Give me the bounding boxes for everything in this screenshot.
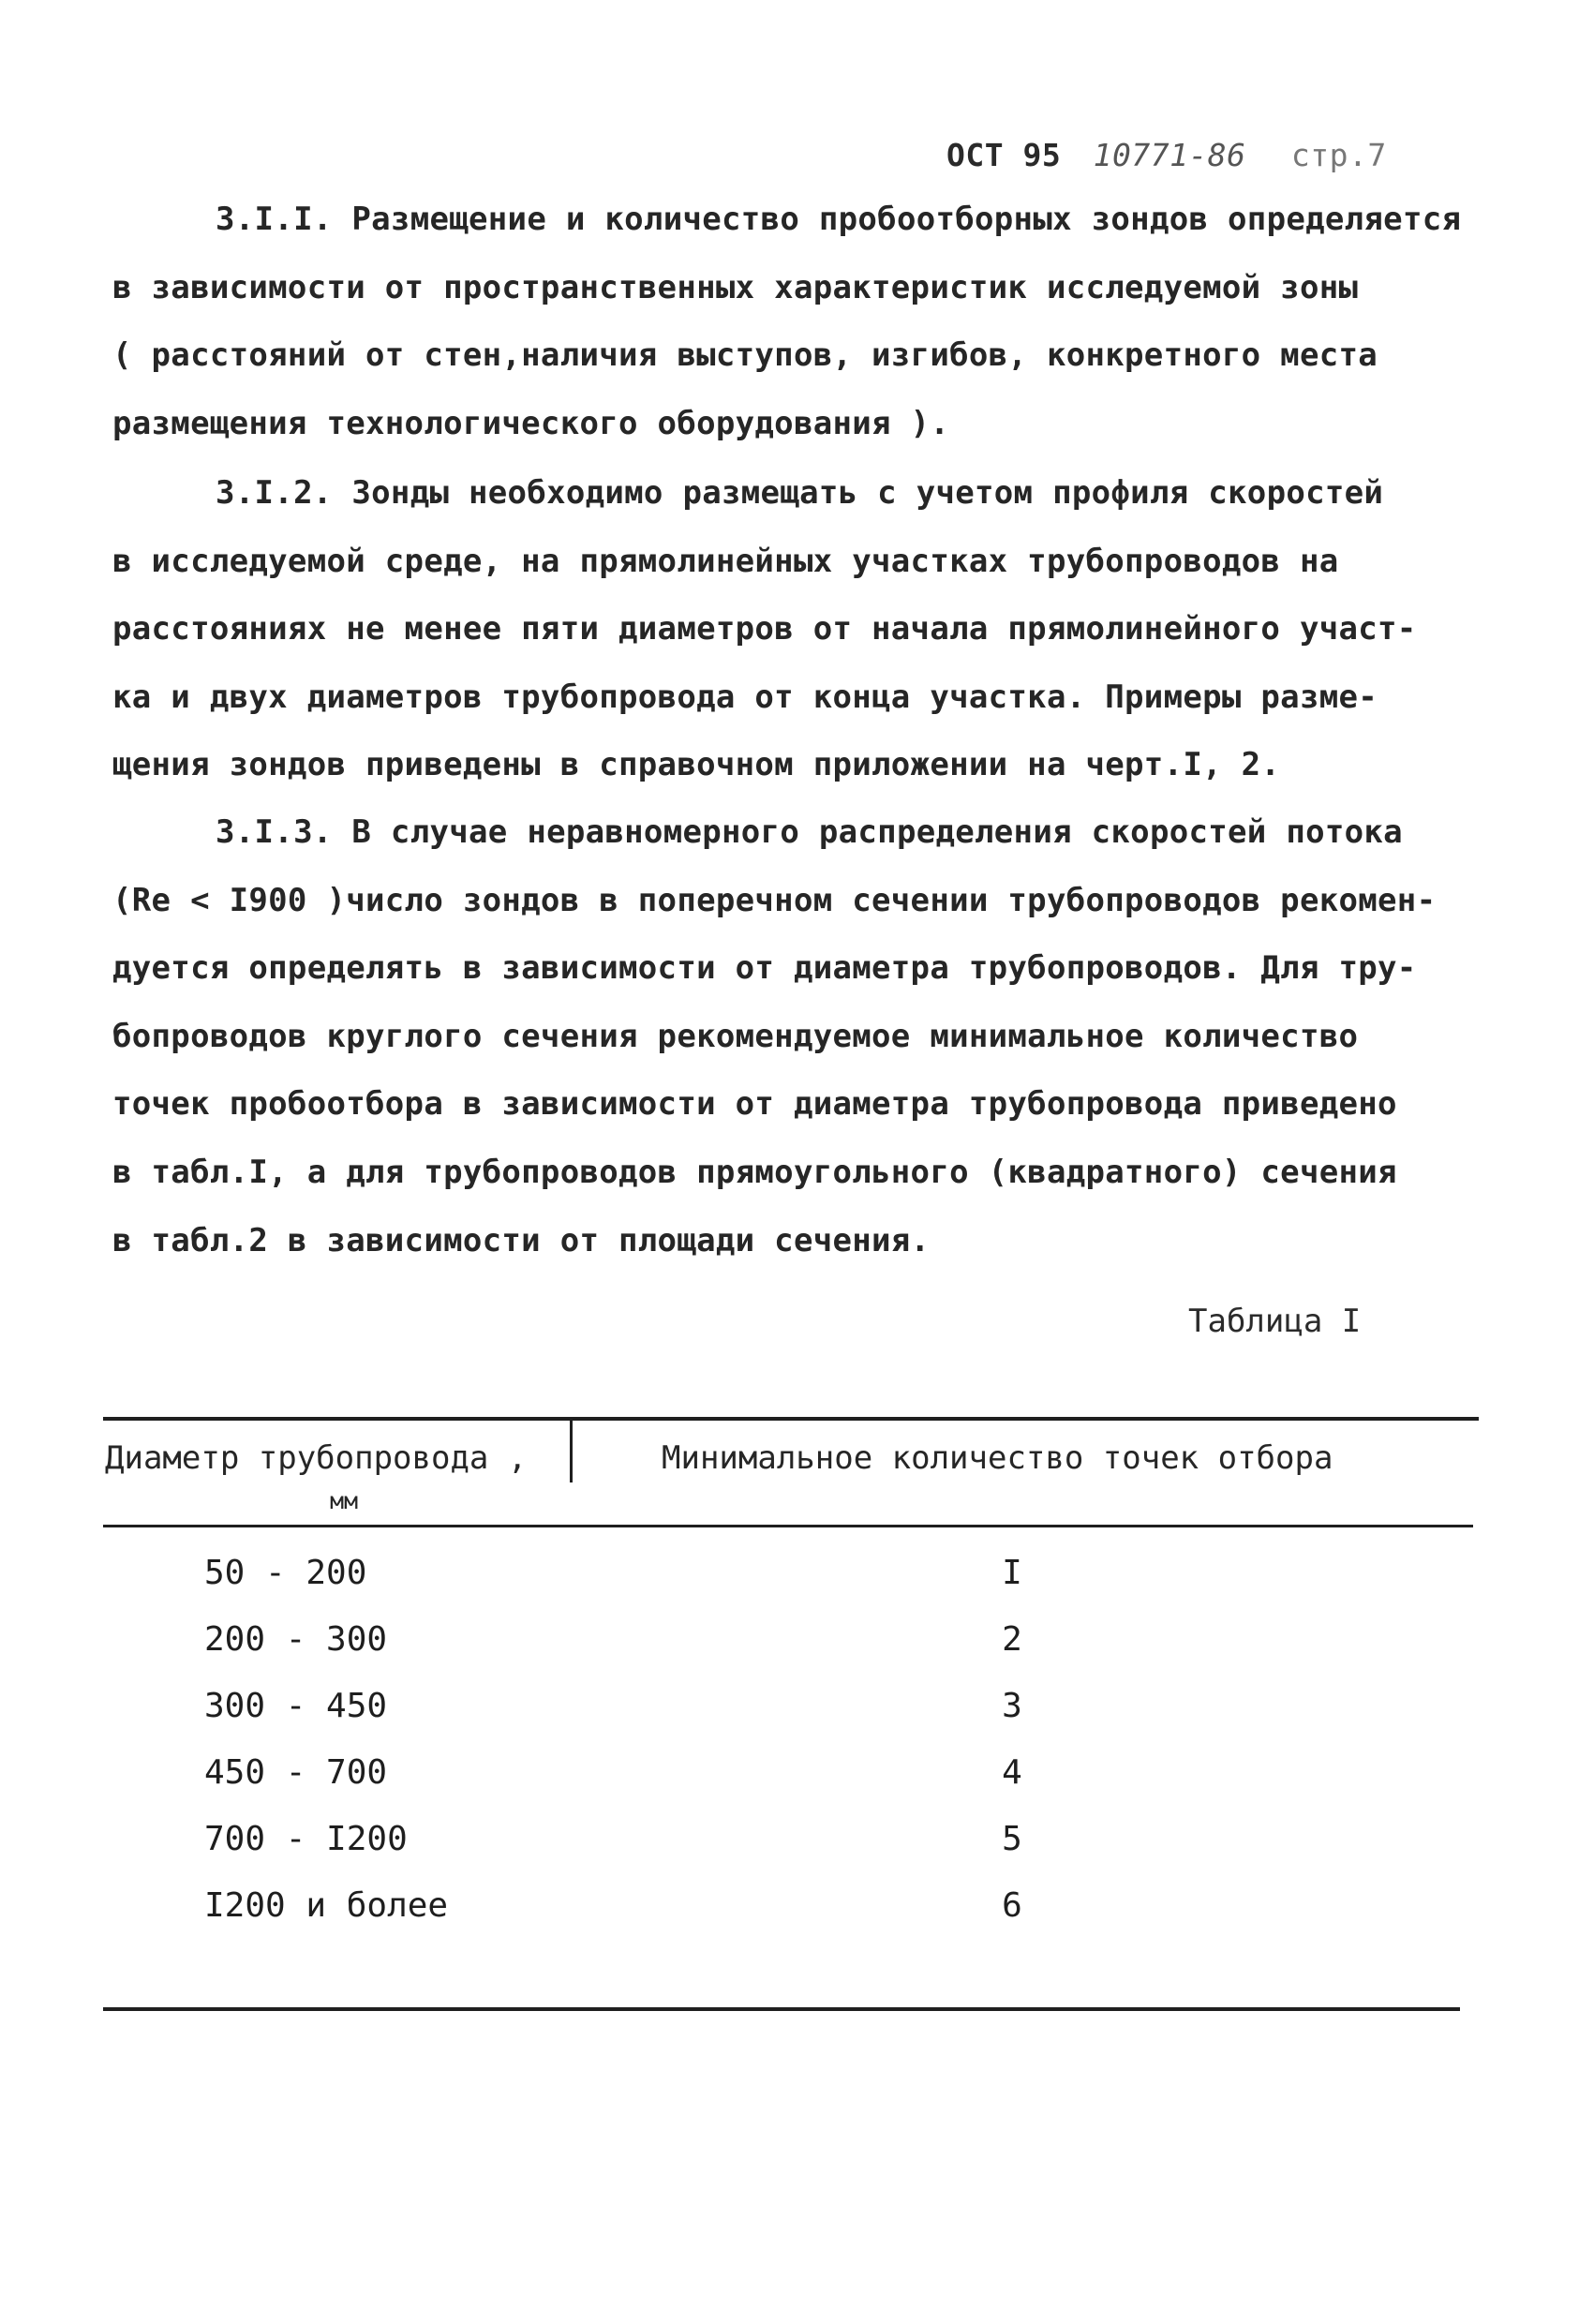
cell-count: 6 [1002,1886,1022,1925]
paragraph-3-1-3 [112,798,1476,1274]
paragraph-line: 3.I.2. Зонды необходимо размещать с учетом профиля скоростей [216,474,1384,512]
table-row [0,1620,1594,1687]
table-column-divider [570,1417,573,1482]
header-count: Минимальное количество точек отбора [662,1439,1333,1477]
header-diameter: Диаметр трубопровода , [105,1439,528,1477]
cell-count: 2 [1002,1620,1022,1659]
paragraph-line: в табл.2 в зависимости от площади сечения. [112,1221,931,1259]
cell-count: 3 [1002,1687,1022,1725]
paragraph-3-1-2 [112,459,1476,799]
cell-diameter: I200 и более [204,1886,449,1925]
paragraph-line: 3.I.I. Размещение и количество пробоотборных зондов определяется [216,201,1462,238]
table-row [0,1753,1594,1820]
page-number: стр.7 [1290,137,1387,173]
paragraph-line: расстояниях не менее пяти диаметров от начала прямолинейного участ- [112,610,1417,648]
cell-diameter: 200 - 300 [204,1620,388,1659]
table-row [0,1687,1594,1753]
page-header [946,137,1387,173]
paragraph-line: бопроводов круглого сечения рекомендуемое минимальное количество [112,1017,1359,1055]
cell-diameter: 50 - 200 [204,1554,367,1592]
paragraph-line: в зависимости от пространственных характеристик исследуемой зоны [112,268,1359,306]
table-body [0,1554,1594,1953]
paragraph-line: дуется определять в зависимости от диаметра трубопроводов. Для тру- [112,949,1417,988]
table-top-rule [103,1417,1479,1421]
paragraph-line: точек пробоотбора в зависимости от диаметра трубопровода приведено [112,1085,1397,1124]
paragraph-line: в исследуемой среде, на прямолинейных участках трубопроводов на [112,542,1339,580]
cell-count: 5 [1002,1820,1022,1858]
table-header-rule [103,1525,1473,1527]
table-row [0,1886,1594,1953]
table-caption: Таблица I [1188,1303,1362,1340]
header-unit: мм [330,1487,359,1514]
cell-diameter: 450 - 700 [204,1753,388,1792]
paragraph-line: в табл.I, а для трубопроводов прямоугольного (квадратного) сечения [112,1153,1397,1191]
paragraph-line: ( расстояний от стен,наличия выступов, изгибов, конкретного места [112,336,1378,375]
cell-diameter: 300 - 450 [204,1687,388,1725]
cell-count: 4 [1002,1753,1022,1792]
paragraph-line: (Re < I900 )число зондов в поперечном сечении трубопроводов рекомен- [112,881,1437,919]
cell-diameter: 700 - I200 [204,1820,408,1858]
standard-number: 10771-86 [1093,137,1246,173]
table-row [0,1820,1594,1886]
standard-code: ОСТ 95 [946,137,1062,173]
paragraph-3-1-1 [112,186,1476,457]
table-bottom-rule [103,2007,1460,2011]
table-row [0,1554,1594,1620]
paragraph-line: 3.I.3. В случае неравномерного распределения скоростей потока [216,813,1403,851]
cell-count: I [1002,1554,1022,1592]
paragraph-line: щения зондов приведены в справочном приложении на черт.I, 2. [112,746,1281,784]
paragraph-line: ка и двух диаметров трубопровода от конца участка. Примеры разме- [112,678,1378,716]
paragraph-line: размещения технологического оборудования ). [112,404,950,442]
